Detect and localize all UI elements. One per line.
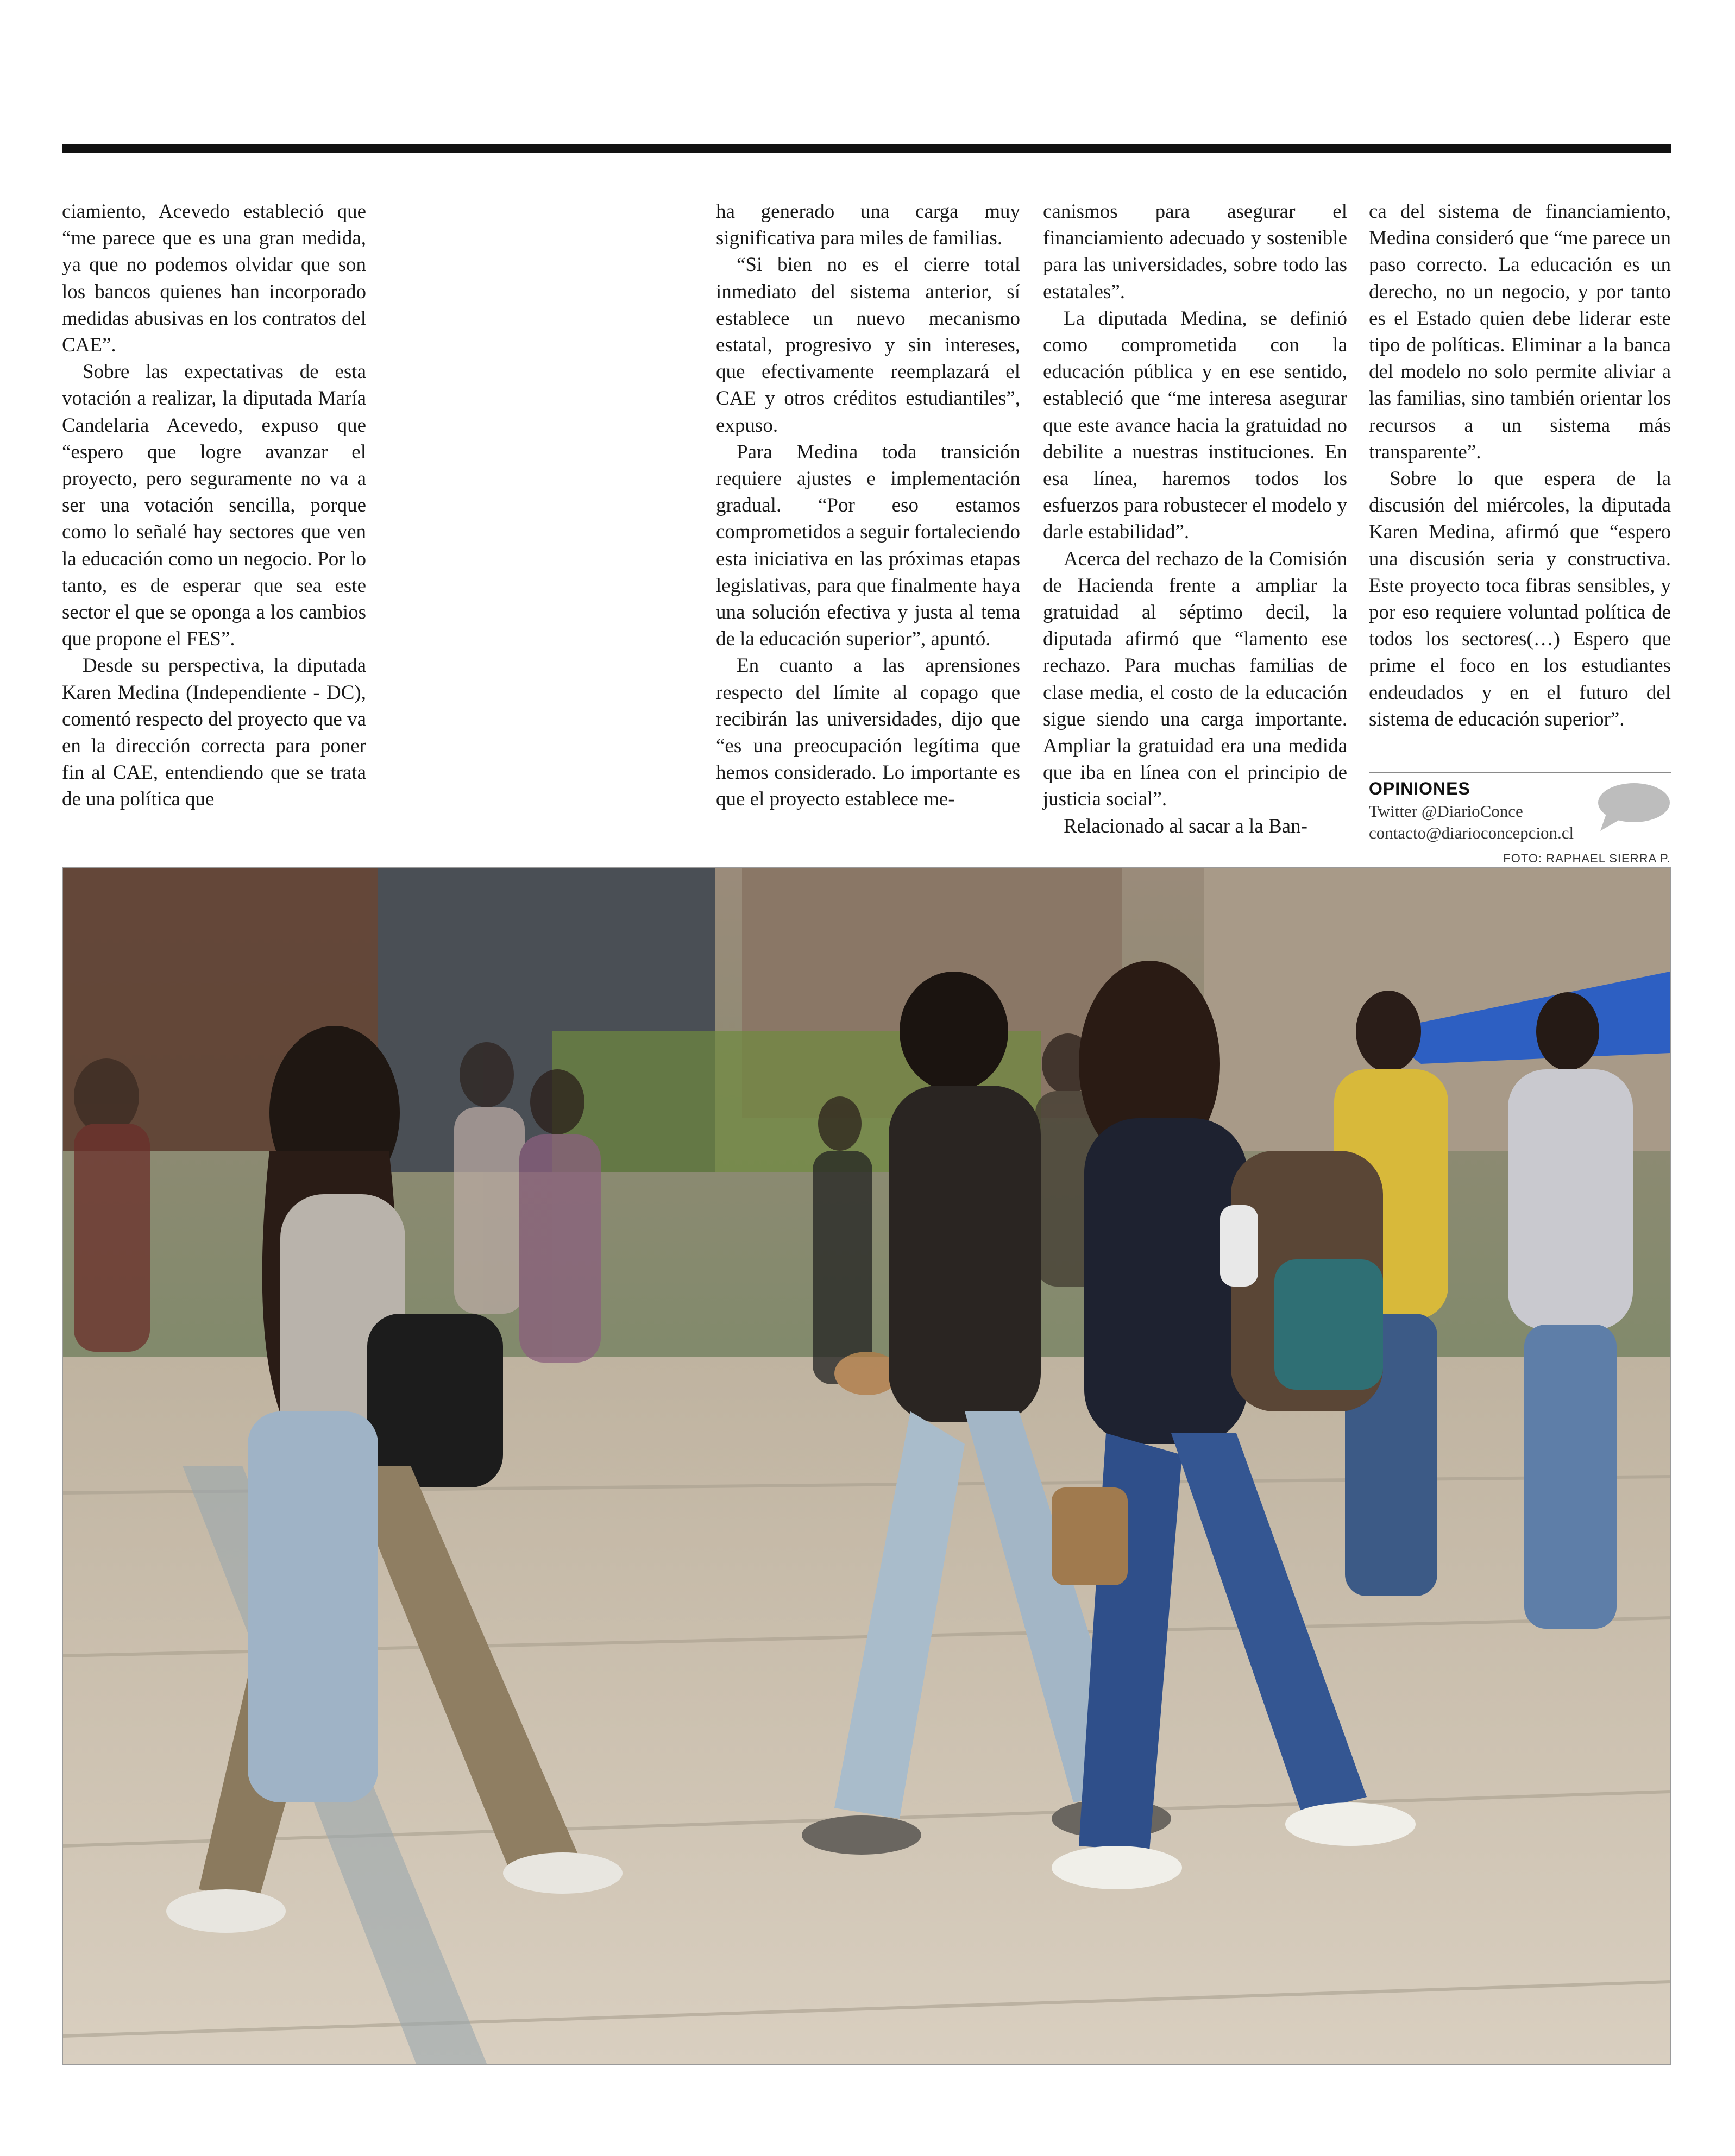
contact-email[interactable]: contacto@diarioconcepcion.cl xyxy=(1369,823,1574,842)
top-rule xyxy=(62,144,1671,153)
paragraph: canismos para asegurar el financiamiento adecuado y sostenible para las universidades, sobre todo las estatales”. xyxy=(1043,200,1347,303)
paragraph: Para Medina toda transición requiere ajustes e implementación gradual. “Por eso estamos comprometidos a seguir fortaleciendo esta iniciativa en las próximas etapas legislativas, para que finalmente haya una solución efectiva y justa al tema de la educación superior”, apuntó. xyxy=(716,440,1020,651)
paragraph: ca del sistema de financiamiento, Medina consideró que “me parece un paso correcto. La educación es un derecho, no un negocio, y por tanto es el Estado quien debe liderar este tipo de políticas. Eliminar a la banca del modelo no solo permite aliviar a las familias, sino también orientar los recursos a un sistema más transparente”. xyxy=(1369,200,1671,463)
photo-credit: FOTO: RAPHAEL SIERRA P. xyxy=(1503,852,1671,865)
paragraph: “Si bien no es el cierre total inmediato del sistema anterior, sí establece un nuevo mecanismo estatal, progresivo y sin intereses, que efectivamente reemplazará el CAE y otros créditos estudiantiles”, expuso. xyxy=(716,254,1020,437)
paragraph: Desde su perspectiva, la diputada Karen Medina (Independiente - DC), comentó respecto del proyecto que va en la dirección correcta para poner fin al CAE, entendiendo que se trata de una política que xyxy=(62,654,366,811)
speech-bubble-icon xyxy=(1595,781,1671,833)
paragraph: Sobre las expectativas de esta votación a realizar, la diputada María Candelaria Acevedo, expuso que “espero que logre avanzar el proyecto, pero seguramente no va a ser una votación sencilla, porque como lo señalé hay sectores que ven la educación como un negocio. Por lo tanto, es de esperar que sea este sector el que se oponga a los cambios que propone el FES”. xyxy=(62,361,366,651)
article-column-3 xyxy=(1043,198,1347,840)
article-column-2 xyxy=(716,198,1020,813)
opiniones-title: OPINIONES xyxy=(1369,779,1470,798)
paragraph: Acerca del rechazo de la Comisión de Hacienda frente a ampliar la gratuidad al séptimo decil, la diputada afirmó que “lamento ese rechazo. Para muchas familias de clase media, el costo de la educación sigue siendo una carga importante. Ampliar la gratuidad era una medida que iba en línea con el principio de justicia social”. xyxy=(1043,547,1347,811)
paragraph: Sobre lo que espera de la discusión del miércoles, la diputada Karen Medina, afirmó que “espero una discusión seria y constructiva. Este proyecto toca fibras sensibles, y por eso requiere voluntad política de todos los sectores(…) Espero que prime el foco en los estudiantes endeudados y en el futuro del sistema de educación superior”. xyxy=(1369,468,1671,730)
opiniones-box xyxy=(1369,772,1671,849)
paragraph: Relacionado al sacar a la Ban- xyxy=(1064,815,1307,837)
paragraph: En cuanto a las aprensiones respecto del límite al copago que recibirán las universidades, dijo que “es una preocupación legítima que hemos considerado. Lo importante es que el proyecto establece me- xyxy=(716,654,1020,811)
twitter-handle[interactable]: Twitter @DiarioConce xyxy=(1369,802,1523,821)
paragraph: La diputada Medina, se definió como comprometida con la educación pública y en ese sentido, estableció que “me interesa asegurar que este avance hacia la gratuidad no debilite a nuestras instituciones. En esa línea, haremos todos los esfuerzos para robustecer el modelo y darle estabilidad”. xyxy=(1043,307,1347,544)
news-photo xyxy=(62,867,1671,2065)
article-column-4 xyxy=(1369,198,1671,733)
paragraph: ha generado una carga muy significativa para miles de familias. xyxy=(716,200,1020,250)
paragraph: ciamiento, Acevedo estableció que “me parece que es una gran medida, ya que no podemos olvidar que son los bancos quienes han incorporado medidas abusivas en los contratos del CAE”. xyxy=(62,200,366,357)
students-walking-illustration xyxy=(63,868,1670,2064)
article-column-1 xyxy=(62,198,366,813)
